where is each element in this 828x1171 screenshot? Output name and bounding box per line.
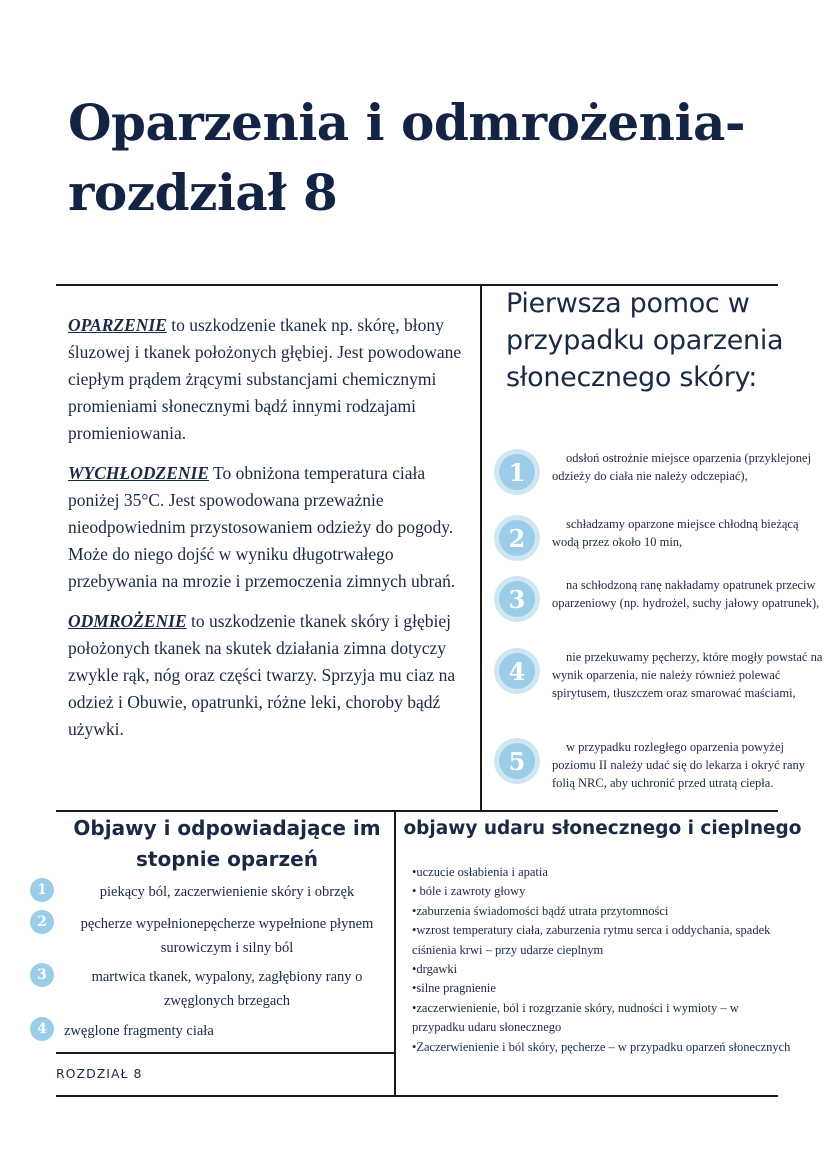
- first-aid-step-text: odsłoń ostrożnie miejsce oparzenia (przyklejonej odzieży do ciała nie należy odczepiać),: [552, 451, 812, 483]
- divider-middle: [56, 810, 778, 812]
- divider-vertical-lower: [394, 810, 396, 1096]
- divider-bottom: [56, 1095, 778, 1097]
- first-aid-step-text: schładzamy oparzone miejsce chłodną bieżącą wodą przez około 10 min,: [552, 517, 799, 549]
- definitions-section: [68, 312, 480, 756]
- divider-footer: [56, 1052, 394, 1054]
- list-item: •wzrost temperatury ciała, zaburzenia rytmu serca i oddychania, spadek ciśnienia krwi – przy udarze cieplnym: [412, 923, 771, 957]
- symptom-text: pęcherze wypełnionepęcherze wypełnione płynem surowiczym i silny ból: [80, 916, 374, 956]
- symptom-text: zwęglone fragmenty ciała: [64, 1023, 214, 1039]
- definition-hypothermia: [68, 460, 480, 595]
- number-1-icon: 1: [30, 878, 54, 902]
- number-2-icon: 2: [30, 910, 54, 934]
- list-item: •uczucie osłabienia i apatia: [412, 865, 548, 879]
- stroke-title: objawy udaru słonecznego i cieplnego: [403, 818, 802, 839]
- number-2-icon: 2: [494, 515, 540, 561]
- list-item: • bóle i zawroty głowy: [412, 884, 526, 899]
- definition-burn: [68, 312, 480, 447]
- list-item: •zaczerwienienie, ból i rozgrzanie skóry, nudności i wymioty – w przypadku udaru słonecznego: [412, 1000, 739, 1035]
- number-3-icon: 3: [30, 963, 54, 987]
- symptom-text: piekący ból, zaczerwienienie skóry i obrzęk: [99, 884, 355, 900]
- definition-term: ODMROŻENIE: [68, 611, 187, 631]
- number-1-icon: 1: [494, 449, 540, 495]
- list-item: •Zaczerwienienie i ból skóry, pęcherze – w przypadku oparzeń słonecznych: [412, 1039, 791, 1054]
- definition-term: OPARZENIE: [68, 315, 167, 335]
- divider-vertical-upper: [480, 284, 482, 811]
- stroke-list: [412, 863, 792, 1057]
- first-aid-step-text: na schłodzoną ranę nakładamy opatrunek przeciw oparzeniowy (np. hydrożel, suchy jałowy opatrunek),: [552, 578, 820, 610]
- definition-term: WYCHŁODZENIE: [68, 463, 209, 483]
- definition-text: to uszkodzenie tkanek np. skórę, błony śluzowej i tkanek położonych głębiej. Jest powodowane ciepłym prądem żrącymi substancjami chemicznymi promieniami słonecznymi bądź innymi rodzajami promieniowania.: [68, 315, 462, 443]
- definition-frostbite: [68, 608, 480, 743]
- first-aid-step-text: w przypadku rozległego oparzenia powyżej poziomu II należy udać się do lekarza i okryć rany folią NRC, aby uchronić przed utratą ciepła.: [552, 740, 806, 790]
- definition-text: to uszkodzenie tkanek skóry i głębiej położonych tkanek na skutek działania zimna dotyczy zwykle rąk, nóg oraz części twarzy. Sprzyja mu ciaz na odzież i Obuwie, opatrunki, różne leki, choroby bądź używki.: [68, 611, 456, 739]
- number-5-icon: 5: [494, 738, 540, 784]
- symptom-text: martwica tkanek, wypalony, zagłębiony rany o zwęglonych brzegach: [91, 969, 363, 1009]
- footer-label: ROZDZIAŁ 8: [56, 1066, 143, 1081]
- number-4-icon: 4: [494, 648, 540, 694]
- page-title: Oparzenia i odmrożenia- rozdział 8: [68, 93, 746, 222]
- definition-text: To obniżona temperatura ciała poniżej 35°C. Jest spowodowana przeważnie nieodpowiednim przystosowaniem odzieży do pogody. Może do niego dojść w wyniku długotrwałego przebywania na mrozie i przemoczenia zimnych ubrań.: [68, 463, 456, 591]
- list-item: •silne pragnienie: [412, 981, 496, 996]
- number-3-icon: 3: [494, 576, 540, 622]
- number-4-icon: 4: [30, 1017, 54, 1041]
- list-item: •drgawki: [412, 962, 458, 977]
- first-aid-title: Pierwsza pomoc w przypadku oparzenia słonecznego skóry:: [506, 288, 784, 393]
- symptoms-title: Objawy i odpowiadające im stopnie oparzeń: [73, 816, 381, 871]
- list-item: •zaburzenia świadomości bądź utrata przytomności: [412, 903, 669, 918]
- first-aid-step-text: nie przekuwamy pęcherzy, które mogły powstać na wynik oparzenia, nie należy również polewać spirytusem, tłuszczem oraz smarować maściami,: [552, 650, 823, 700]
